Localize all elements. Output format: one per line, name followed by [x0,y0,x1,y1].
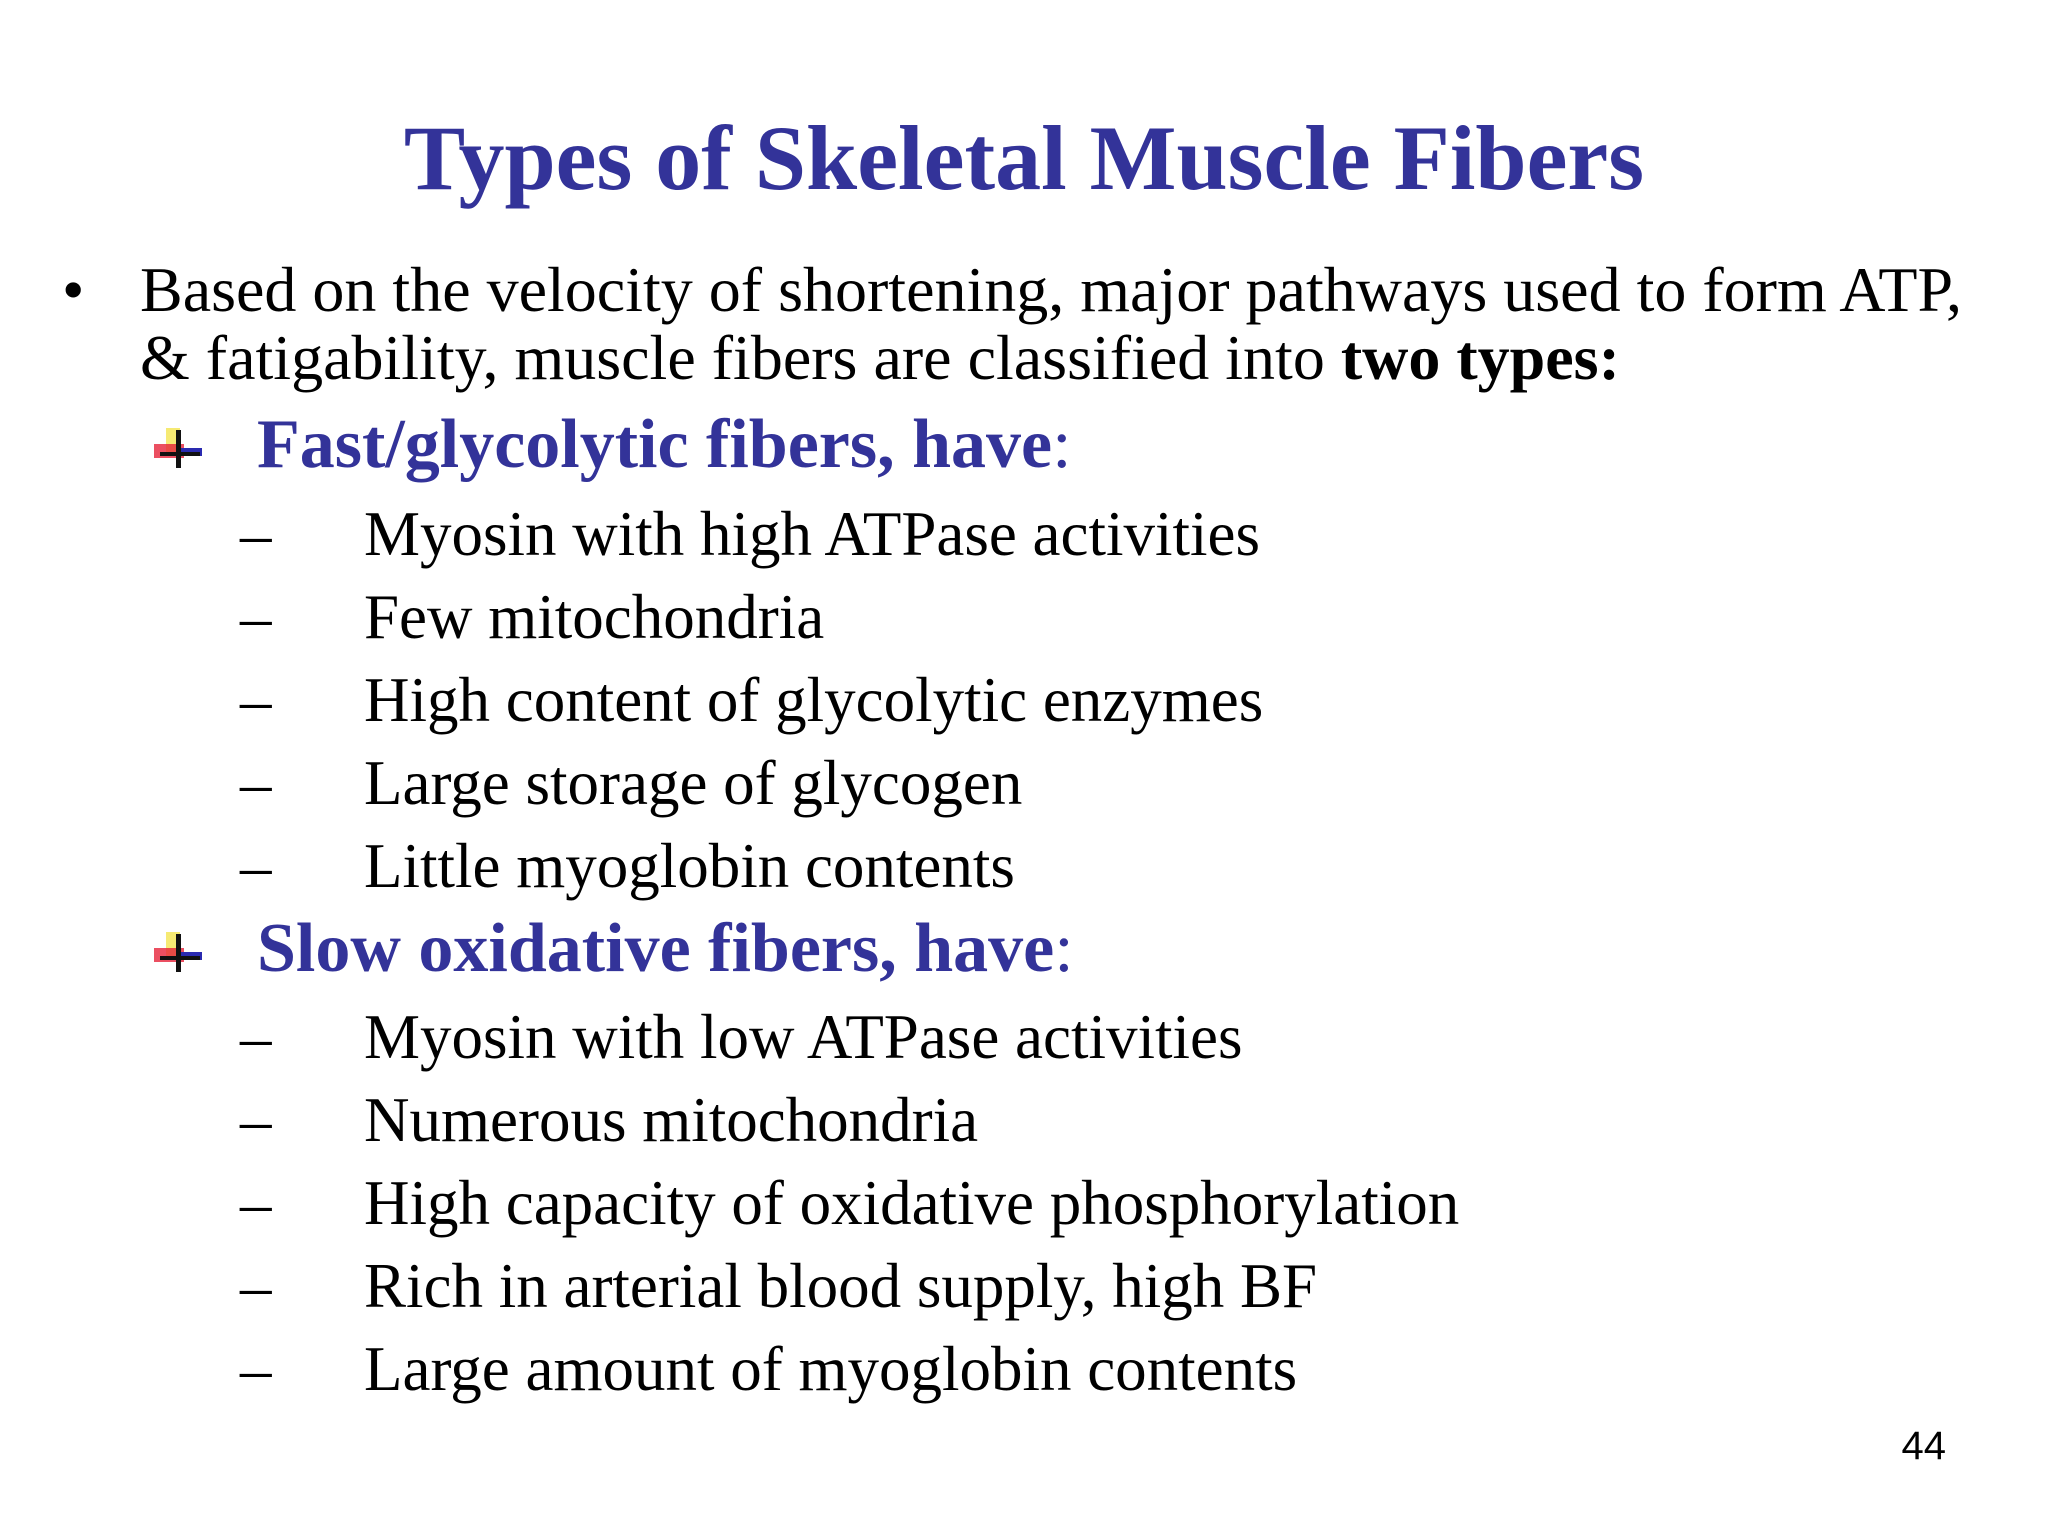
section-colon: : [1054,910,1074,987]
section-fast-glycolytic [152,404,1952,486]
colored-cross-bullet-icon [152,426,204,470]
dash-marker: – [240,1334,272,1404]
list-item-text: Myosin with high ATPase activities [364,499,1260,569]
list-item-text: High capacity of oxidative phosphorylation [364,1168,1460,1238]
list-item [240,1162,2000,1245]
section-slow-oxidative [152,908,1952,990]
intro-bullet-point [62,256,2002,392]
slide-title: Types of Skeletal Muscle Fibers [403,107,1645,209]
list-item [240,1328,2000,1411]
list-item-text: Numerous mitochondria [364,1085,979,1155]
intro-text-regular: Based on the velocity of shortening, major pathways used to form ATP, & fatigability, muscle fibers are classified into [140,254,1962,393]
section-colon: : [1052,406,1072,483]
list-item-text: Little myoglobin contents [364,831,1015,901]
colored-cross-bullet-icon [152,930,204,974]
list-item [240,825,2000,908]
list-item-text: Few mitochondria [364,582,825,652]
list-item [240,996,2000,1079]
list-item-text: High content of glycolytic enzymes [364,665,1264,735]
dash-marker: – [240,831,272,901]
dash-marker: – [240,665,272,735]
list-item [240,1079,2000,1162]
list-item-text: Myosin with low ATPase activities [364,1002,1243,1072]
list-item-text: Large storage of glycogen [364,748,1023,818]
list-item-text: Rich in arterial blood supply, high BF [364,1251,1318,1321]
fast-fiber-characteristics-list [240,493,2000,908]
slow-fiber-characteristics-list [240,996,2000,1411]
list-item [240,576,2000,659]
section-label: Fast/glycolytic fibers, have [257,406,1053,483]
dash-marker: – [240,1002,272,1072]
dash-marker: – [240,582,272,652]
dash-marker: – [240,1251,272,1321]
list-item-text: Large amount of myoglobin contents [364,1334,1298,1404]
list-item [240,1245,2000,1328]
intro-text [140,256,2002,392]
section-label: Slow oxidative fibers, have [257,910,1055,987]
dash-marker: – [240,1085,272,1155]
bullet-dot: • [62,254,85,325]
page-number: 44 [1901,1424,1946,1468]
intro-text-bold: two types: [1340,322,1620,393]
dash-marker: – [240,1168,272,1238]
list-item [240,742,2000,825]
dash-marker: – [240,748,272,818]
list-item [240,659,2000,742]
list-item [240,493,2000,576]
dash-marker: – [240,499,272,569]
